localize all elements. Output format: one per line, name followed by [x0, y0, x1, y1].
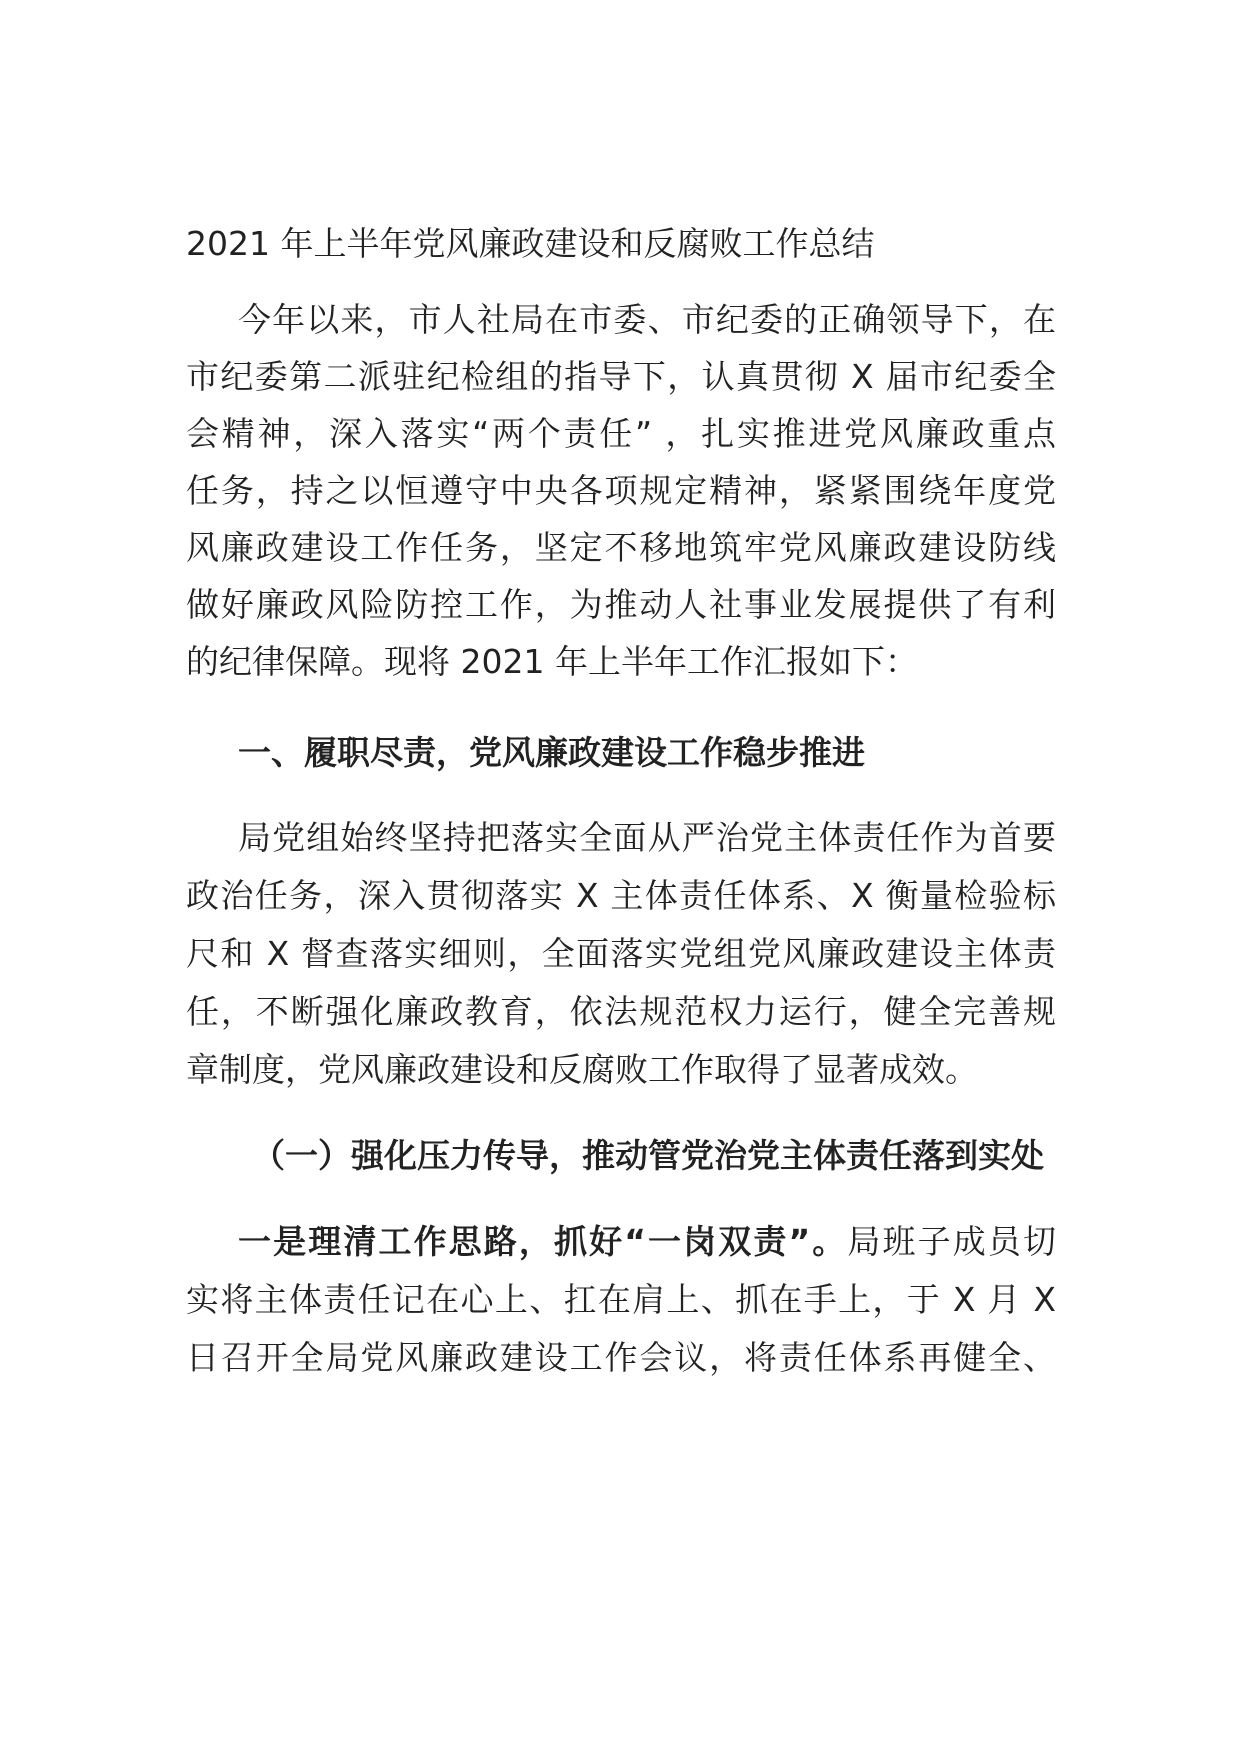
point-1-bold-lead: 一是理清工作思路，抓好“一岗双责”。: [238, 1222, 848, 1261]
intro-line-3: 会精神，深入落实“两个责任” ，扎实推进党风廉政重点: [186, 414, 1056, 453]
document-title: 2021 年上半年党风廉政建设和反腐败工作总结: [186, 224, 875, 263]
intro-line-6: 做好廉政风险防控工作，为推动人社事业发展提供了有利: [186, 585, 1056, 624]
section-1-line-1: 局党组始终坚持把落实全面从严治党主体责任作为首要: [238, 818, 1056, 857]
section-1-line-3: 尺和 X 督查落实细则，全面落实党组党风廉政建设主体责: [186, 934, 1056, 973]
intro-line-1: 今年以来，市人社局在市委、市纪委的正确领导下，在: [238, 300, 1056, 339]
point-1-rest: 局班子成员切: [847, 1222, 1056, 1261]
point-1-line-1: [186, 1222, 1056, 1262]
section-1-heading: 一、履职尽责，党风廉政建设工作稳步推进: [238, 733, 865, 772]
section-1-line-5: 章制度，党风廉政建设和反腐败工作取得了显著成效。: [186, 1050, 978, 1089]
intro-line-2: 市纪委第二派驻纪检组的指导下，认真贯彻 X 届市纪委全: [186, 357, 1056, 396]
point-1-line-2: 实将主体责任记在心上、扛在肩上、抓在手上，于 X 月 X: [186, 1280, 1056, 1319]
section-1-line-4: 任，不断强化廉政教育，依法规范权力运行，健全完善规: [186, 992, 1056, 1031]
point-1-line-3: 日召开全局党风廉政建设工作会议，将责任体系再健全、: [186, 1338, 1056, 1377]
subsection-1-heading: （一）强化压力传导，推动管党治党主体责任落到实处: [252, 1136, 1044, 1175]
section-1-line-2: 政治任务，深入贯彻落实 X 主体责任体系、X 衡量检验标: [186, 876, 1056, 915]
intro-line-7: 的纪律保障。现将 2021 年上半年工作汇报如下：: [186, 642, 918, 681]
intro-line-5: 风廉政建设工作任务，坚定不移地筑牢党风廉政建设防线: [186, 528, 1056, 567]
intro-line-4: 任务，持之以恒遵守中央各项规定精神，紧紧围绕年度党: [186, 471, 1056, 510]
